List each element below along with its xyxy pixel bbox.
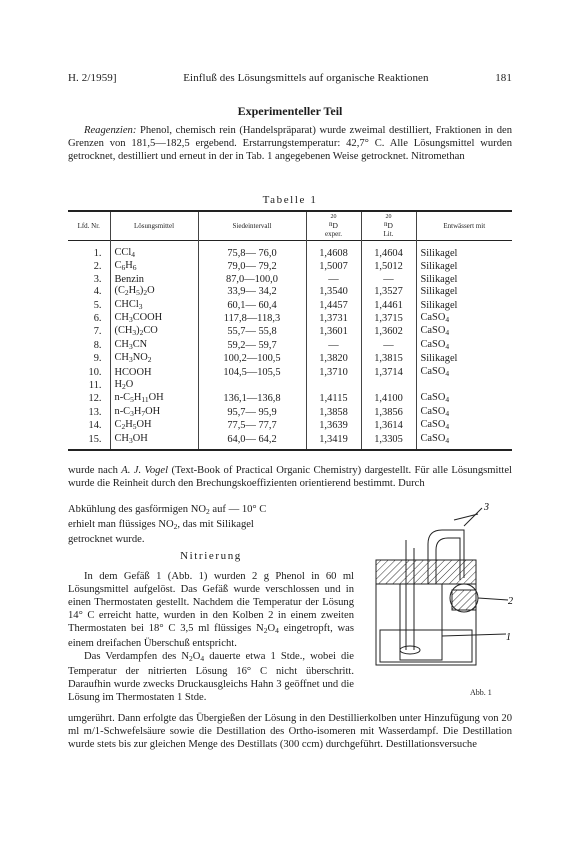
formula-part: n-C bbox=[114, 405, 131, 417]
cell-n-exp: 1,5007 bbox=[306, 260, 361, 273]
formula-part: OH bbox=[136, 419, 152, 431]
subscript: 2 bbox=[122, 382, 126, 392]
cell-boiling-range: 79,0— 79,2 bbox=[198, 260, 306, 273]
cell-solvent bbox=[110, 274, 198, 285]
cell-n-exp: 1,3858 bbox=[306, 406, 361, 419]
formula-part: Silikagel bbox=[420, 248, 458, 259]
formula-part: (CH bbox=[114, 325, 133, 337]
cell-dried-with bbox=[416, 366, 512, 379]
cell-nr: 2. bbox=[93, 261, 102, 273]
header-journal-ref: H. 2/1959] bbox=[68, 72, 117, 84]
table-row bbox=[68, 285, 512, 298]
cell-dried-with bbox=[416, 260, 512, 273]
subscript: 5 bbox=[130, 395, 134, 405]
cell-nr: 13. bbox=[88, 406, 102, 418]
cell-n-exp: 1,4115 bbox=[306, 392, 361, 405]
subscript: 2 bbox=[206, 507, 210, 516]
cell-n-exp bbox=[306, 379, 361, 392]
cell-boiling-range: 55,7— 55,8 bbox=[198, 325, 306, 338]
formula-part: CaSO bbox=[420, 325, 446, 337]
text-run: dauerte etwa 1 Stde., wobei die Temperatur der nitrierten Lösung 16° C nicht überschritt. Daraufhin wurde zwecks Druckausgleichs Hahn 3 geöffnet und die Lösung im Thermostaten 1 Stde. bbox=[68, 651, 354, 703]
formula-part: O bbox=[147, 285, 155, 297]
bath-lid bbox=[376, 560, 476, 584]
cell-nr: 12. bbox=[88, 393, 102, 405]
subscript: 2 bbox=[173, 522, 178, 531]
formula-part: H bbox=[133, 405, 142, 417]
text-run: Abkühlung des gasförmigen NO bbox=[68, 504, 206, 515]
cell-boiling-range: 104,5—105,5 bbox=[198, 366, 306, 379]
final-text: umgerührt. Dann erfolgte das Übergießen der Lösung in den Destillierkolben unter Hinzufügung von 20 ml m/1-Schwefelsäure sowie die Destillation des Ortho-isomeren mit Wasserdampf. Die Destillation wurde stets bis zur gleichen Menge des Destillats (300 ccm) durchgeführt. Destillationsversuche bbox=[68, 713, 512, 750]
subscript: 4 bbox=[275, 626, 279, 635]
page-number: 181 bbox=[495, 72, 512, 84]
cell-n-lit: 1,3305 bbox=[361, 433, 416, 450]
cell-boiling-range: 75,8— 76,0 bbox=[198, 241, 306, 261]
formula-part: H bbox=[133, 392, 142, 404]
col-header-n-exp bbox=[306, 211, 361, 241]
running-header bbox=[68, 72, 512, 84]
cell-n-exp: 1,3639 bbox=[306, 419, 361, 432]
cell-boiling-range: 77,5— 77,7 bbox=[198, 419, 306, 432]
cell-dried-with bbox=[416, 325, 512, 338]
formula-part: OH bbox=[148, 392, 164, 404]
cell-n-lit: 1,3614 bbox=[361, 419, 416, 432]
cell-solvent bbox=[110, 352, 198, 365]
figure-caption: Abb. 1 bbox=[470, 688, 492, 697]
cell-n-lit bbox=[361, 379, 416, 392]
subscript: 2 bbox=[263, 626, 268, 635]
formula-part: C bbox=[114, 419, 122, 431]
cell-n-lit: 1,4461 bbox=[361, 299, 416, 312]
col-header-n-lit bbox=[361, 211, 416, 241]
table-row bbox=[68, 419, 512, 432]
formula-part: COOH bbox=[132, 312, 163, 324]
subscript: 4 bbox=[445, 315, 450, 325]
cell-solvent bbox=[110, 312, 198, 325]
subscript: 3 bbox=[128, 341, 133, 351]
cell-dried-with bbox=[416, 406, 512, 419]
cell-boiling-range: 100,2—100,5 bbox=[198, 352, 306, 365]
cell-dried-with bbox=[416, 392, 512, 405]
subscript: 4 bbox=[445, 422, 450, 432]
cell-nr: 8. bbox=[93, 339, 102, 351]
cell-nr: 11. bbox=[88, 380, 102, 392]
cell-n-lit: 1,4100 bbox=[361, 392, 416, 405]
subscript: 4 bbox=[445, 328, 450, 338]
subscript: 3 bbox=[132, 328, 137, 338]
subscript: 7 bbox=[141, 408, 146, 418]
cell-solvent bbox=[110, 433, 198, 450]
table-row bbox=[68, 299, 512, 312]
text-run: erhielt man flüssiges NO bbox=[68, 519, 174, 530]
formula-part: CaSO bbox=[420, 312, 446, 324]
cell-nr: 14. bbox=[88, 420, 102, 432]
text-run: , das mit Silikagel bbox=[177, 519, 254, 530]
formula-part: C bbox=[114, 260, 122, 272]
solvent-table bbox=[68, 210, 512, 451]
subscript: 5 bbox=[132, 422, 137, 432]
intro-paragraph bbox=[68, 124, 512, 163]
cell-nr: 5. bbox=[93, 299, 102, 311]
formula-part: ) bbox=[136, 325, 140, 337]
leader-2 bbox=[478, 598, 508, 600]
formula-part: HCOOH bbox=[114, 366, 152, 378]
cell-dried-with bbox=[416, 339, 512, 352]
subscript: 4 bbox=[445, 435, 450, 445]
leader-1 bbox=[442, 634, 506, 636]
formula-part: Silikagel bbox=[420, 286, 458, 298]
formula-part: CH bbox=[114, 312, 129, 324]
cell-n-exp: 1,3419 bbox=[306, 433, 361, 450]
cell-boiling-range: 117,8—118,3 bbox=[198, 312, 306, 325]
cell-solvent bbox=[110, 339, 198, 352]
cell-dried-with bbox=[416, 419, 512, 432]
subscript: 3 bbox=[128, 355, 133, 365]
formula-part: H bbox=[125, 260, 133, 272]
n-exp-symbol: n bbox=[329, 220, 333, 228]
after-table-paragraph bbox=[68, 464, 512, 490]
table-body bbox=[68, 241, 512, 451]
cell-n-lit: 1,3856 bbox=[361, 406, 416, 419]
subscript: 2 bbox=[121, 422, 126, 432]
subscript: 6 bbox=[132, 263, 137, 273]
cell-solvent bbox=[110, 325, 198, 338]
cell-n-exp: 1,3540 bbox=[306, 285, 361, 298]
formula-part: Silikagel bbox=[420, 353, 458, 365]
cell-nr: 10. bbox=[88, 366, 102, 378]
subscript: 2 bbox=[189, 654, 193, 663]
formula-part: Benzin bbox=[114, 273, 144, 285]
text-run: In dem Gefäß 1 (Abb. 1) wurden 2 g Phenol in 60 ml Lösungsmittel aufgelöst. Das Gefäß wurde verschlossen und in einen Thermostaten gestellt. Nachdem die Temperatur der Lösung 14° C erreicht hatte, wurden in den Kolben 2 in einem zweiten Thermostaten bei 18° C 3,5 ml flüssiges N bbox=[68, 571, 354, 634]
nitration-paragraphs bbox=[68, 570, 354, 704]
cell-boiling-range: 33,9— 34,2 bbox=[198, 285, 306, 298]
cell-n-exp: 1,3731 bbox=[306, 312, 361, 325]
text-run: Das Verdampfen des N bbox=[84, 651, 190, 662]
cell-solvent bbox=[110, 241, 198, 261]
formula-part: CaSO bbox=[420, 419, 446, 431]
text-run: O bbox=[267, 623, 276, 634]
cell-dried-with bbox=[416, 241, 512, 261]
col-header-boiling: Siedeintervall bbox=[198, 211, 306, 241]
author-name: A. J. Vogel bbox=[121, 465, 169, 476]
formula-part: CH bbox=[114, 338, 129, 350]
cell-boiling-range: 87,0—100,0 bbox=[198, 274, 306, 285]
final-paragraph bbox=[68, 712, 512, 751]
table-row bbox=[68, 406, 512, 419]
apparatus-figure bbox=[356, 500, 516, 680]
formula-part: n-C bbox=[114, 392, 131, 404]
subscript: 4 bbox=[445, 368, 450, 378]
intro-text: Phenol, chemisch rein (Handelspräparat) wurde zweimal destilliert, Fraktionen in den Grenzen von 181,5—182,5 ergebend. Erstarrungstemperatur: 42,7° C. Alle Lösungsmittel wurden getrocknet, destilliert und erneut in der in Tab. 1 angegebenen Weise getrocknet. Nitromethan bbox=[68, 125, 512, 162]
cell-n-exp: 1,4457 bbox=[306, 299, 361, 312]
cell-solvent bbox=[110, 366, 198, 379]
cell-n-lit: 1,3602 bbox=[361, 325, 416, 338]
text-run: auf — 10° C bbox=[209, 504, 267, 515]
cell-solvent bbox=[110, 419, 198, 432]
formula-part: CO bbox=[143, 325, 158, 337]
table-row bbox=[68, 379, 512, 392]
subscript: 3 bbox=[128, 435, 133, 445]
cell-nr: 4. bbox=[93, 286, 102, 298]
formula-part: Silikagel bbox=[420, 299, 458, 311]
subscript: 3 bbox=[138, 301, 143, 311]
table-row bbox=[68, 352, 512, 365]
formula-part: CaSO bbox=[420, 432, 446, 444]
cell-dried-with bbox=[416, 312, 512, 325]
subscript: 2 bbox=[147, 355, 152, 365]
cell-solvent bbox=[110, 406, 198, 419]
formula-part: (C bbox=[114, 285, 125, 297]
subscript: 3 bbox=[128, 315, 133, 325]
cell-n-lit: 1,3527 bbox=[361, 285, 416, 298]
cell-solvent bbox=[110, 260, 198, 273]
cell-nr: 3. bbox=[93, 273, 102, 285]
cell-dried-with bbox=[416, 299, 512, 312]
cell-n-exp: 1,3601 bbox=[306, 325, 361, 338]
cell-n-lit: 1,5012 bbox=[361, 260, 416, 273]
cell-dried-with bbox=[416, 285, 512, 298]
cell-n-exp: 1,3820 bbox=[306, 352, 361, 365]
formula-part: Silikagel bbox=[420, 273, 458, 285]
formula-part: NO bbox=[132, 352, 148, 364]
subscript: 4 bbox=[131, 250, 135, 259]
subscript: 4 bbox=[445, 408, 450, 418]
cell-n-exp: 1,3710 bbox=[306, 366, 361, 379]
subscript: 4 bbox=[445, 341, 450, 351]
table-row bbox=[68, 366, 512, 379]
cell-boiling-range: 60,1— 60,4 bbox=[198, 299, 306, 312]
nitration-heading: Nitrierung bbox=[180, 550, 242, 562]
n-lit-symbol: n bbox=[384, 220, 388, 228]
table-row bbox=[68, 392, 512, 405]
cooling-paragraph bbox=[68, 503, 354, 546]
text-run: eingetropft, was einem dreifachen Überschuß entspricht. bbox=[68, 623, 354, 649]
table-row bbox=[68, 260, 512, 273]
label-3: 3 bbox=[484, 502, 489, 513]
label-1: 1 bbox=[506, 632, 511, 643]
col-header-solvent: Lösungsmittel bbox=[110, 211, 198, 241]
col-header-nr: Lfd. Nr. bbox=[77, 222, 100, 230]
reagents-label: Reagenzien: bbox=[84, 125, 137, 136]
cell-n-exp: 1,4608 bbox=[306, 241, 361, 261]
cell-nr: 7. bbox=[93, 326, 102, 338]
cell-nr: 6. bbox=[93, 313, 102, 325]
formula-part: OH bbox=[132, 432, 148, 444]
cell-n-lit: 1,3714 bbox=[361, 366, 416, 379]
cell-boiling-range: 64,0— 64,2 bbox=[198, 433, 306, 450]
cell-n-lit: — bbox=[361, 339, 416, 352]
base-plate bbox=[380, 630, 472, 662]
formula-part: CCl bbox=[114, 247, 132, 258]
flask-bath bbox=[452, 590, 476, 610]
subscript: 4 bbox=[200, 654, 205, 663]
formula-part: H bbox=[125, 419, 133, 431]
n-lit-temp: 20 bbox=[385, 214, 392, 220]
cell-boiling-range: 95,7— 95,9 bbox=[198, 406, 306, 419]
cell-n-exp: — bbox=[306, 274, 361, 285]
cell-solvent bbox=[110, 379, 198, 392]
formula-part: CaSO bbox=[420, 392, 446, 404]
cell-n-lit: 1,3715 bbox=[361, 312, 416, 325]
text-run: (Text-Book of Practical Organic Chemistry) dargestellt. Für alle Lösungsmittel wurde die Reinheit durch den Brechungskoeffizienten orientierend bestimmt. Durch bbox=[68, 465, 512, 489]
header-title: Einfluß des Lösungsmittels auf organische Reaktionen bbox=[183, 72, 429, 84]
n-exp-note: exper. bbox=[325, 230, 342, 238]
cell-nr: 9. bbox=[93, 353, 102, 365]
table-row bbox=[68, 241, 512, 261]
formula-part: CN bbox=[132, 338, 148, 350]
table-row bbox=[68, 339, 512, 352]
n-lit-note: Lit. bbox=[383, 230, 394, 238]
cell-boiling-range bbox=[198, 379, 306, 392]
cell-dried-with bbox=[416, 274, 512, 285]
formula-part: CH bbox=[114, 432, 129, 444]
cell-solvent bbox=[110, 299, 198, 312]
n-exp-sub: D bbox=[332, 221, 338, 230]
formula-part: O bbox=[125, 379, 134, 391]
table-caption: Tabelle 1 bbox=[262, 194, 318, 206]
formula-part: CHCl bbox=[114, 298, 139, 310]
table-row bbox=[68, 274, 512, 285]
formula-part: CaSO bbox=[420, 365, 446, 377]
table-row bbox=[68, 433, 512, 450]
text-run: wurde nach bbox=[68, 465, 122, 476]
col-header-dried: Entwässert mit bbox=[416, 211, 512, 241]
subscript: 4 bbox=[445, 395, 450, 405]
subscript: 2 bbox=[139, 328, 144, 338]
cell-boiling-range: 136,1—136,8 bbox=[198, 392, 306, 405]
label-2: 2 bbox=[508, 596, 513, 607]
cell-n-lit: 1,3815 bbox=[361, 352, 416, 365]
subscript: 2 bbox=[124, 288, 129, 298]
cell-n-lit: — bbox=[361, 274, 416, 285]
formula-part: OH bbox=[145, 405, 161, 417]
cell-dried-with bbox=[416, 433, 512, 450]
subscript: 11 bbox=[141, 395, 149, 405]
subscript: 6 bbox=[121, 263, 126, 273]
formula-part: CaSO bbox=[420, 338, 446, 350]
subscript: 3 bbox=[130, 408, 134, 418]
stirrer-blade bbox=[400, 646, 420, 654]
cell-n-exp: — bbox=[306, 339, 361, 352]
table-row bbox=[68, 325, 512, 338]
cell-n-lit: 1,4604 bbox=[361, 241, 416, 261]
cell-nr: 1. bbox=[93, 248, 102, 259]
formula-part: ) bbox=[139, 285, 144, 297]
formula-part: H bbox=[114, 379, 123, 391]
cell-dried-with bbox=[416, 379, 512, 392]
formula-part: CH bbox=[114, 352, 129, 364]
n-lit-sub: D bbox=[387, 221, 393, 230]
formula-part: Silikagel bbox=[420, 261, 458, 273]
cell-dried-with bbox=[416, 352, 512, 365]
table-row bbox=[68, 312, 512, 325]
cell-boiling-range: 59,2— 59,7 bbox=[198, 339, 306, 352]
n-exp-temp: 20 bbox=[330, 214, 337, 220]
formula-part: H bbox=[128, 285, 137, 297]
text-run: getrocknet wurde. bbox=[68, 534, 145, 545]
text-run: O bbox=[192, 651, 201, 662]
cell-solvent bbox=[110, 392, 198, 405]
subscript: 5 bbox=[136, 288, 140, 298]
cell-nr: 15. bbox=[88, 433, 102, 445]
apparatus-drawing bbox=[356, 500, 516, 680]
cell-solvent bbox=[110, 285, 198, 298]
subscript: 2 bbox=[143, 288, 148, 298]
section-title: Experimenteller Teil bbox=[237, 104, 343, 118]
formula-part: CaSO bbox=[420, 405, 446, 417]
